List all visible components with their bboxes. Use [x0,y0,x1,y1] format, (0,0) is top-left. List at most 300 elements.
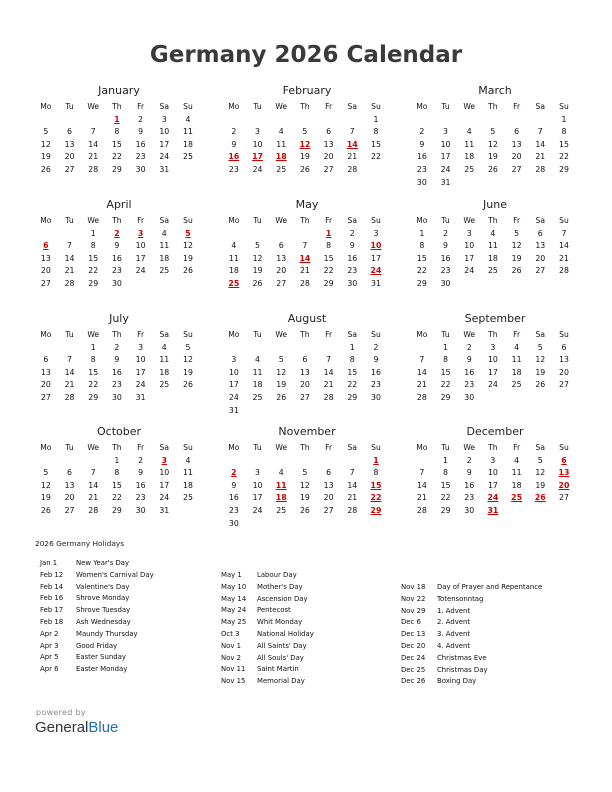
day-cell: 6 [67,468,73,478]
day-cell [528,278,552,291]
week-row [222,455,392,468]
day-cell [410,114,434,127]
day-cell [152,392,176,405]
weekday-label: Th [300,443,310,452]
holiday-list-column-3 [401,582,542,688]
day-cell: 19 [183,253,193,263]
day-cell [58,114,82,127]
month-name: March [478,84,512,97]
day-cell [81,114,105,127]
week-row [410,467,580,480]
day-cell [410,342,434,355]
day-cell: 26 [299,505,310,515]
holiday-day-cell: 26 [534,493,546,503]
week-row [222,164,392,177]
day-cell: 5 [302,127,308,137]
day-cell: 20 [40,380,51,390]
day-cell: 30 [135,164,146,174]
holiday-day-cell: 6 [43,241,49,251]
holiday-name: Easter Sunday [76,653,126,662]
holiday-list-item [401,629,542,641]
week-row [34,467,204,480]
holiday-day-cell: 20 [558,480,570,490]
day-cell: 27 [276,278,287,288]
day-cell: 21 [416,380,427,390]
day-cell: 3 [490,342,496,352]
weekday-label: We [275,102,288,111]
day-cell: 6 [302,355,308,365]
day-cell: 9 [419,139,425,149]
day-cell [129,278,153,291]
day-cell: 25 [276,164,287,174]
day-cell [364,164,388,177]
weekday-header [410,215,580,228]
day-cell: 30 [464,392,475,402]
holiday-day-cell: 11 [275,480,287,490]
day-cell: 12 [40,139,51,149]
day-cell: 28 [64,278,75,288]
week-row [222,492,392,505]
week-row [410,480,580,493]
month-name: July [109,312,129,325]
day-cell: 3 [466,228,472,238]
holiday-day-cell: 3 [161,455,167,465]
holiday-day-cell: 3 [137,228,144,238]
week-row [410,177,580,190]
holiday-day-cell: 31 [487,505,499,515]
month-name: June [483,198,507,211]
day-cell: 9 [373,355,379,365]
day-cell: 9 [231,139,237,149]
holiday-name: New Year's Day [76,559,130,567]
day-cell: 28 [535,164,546,174]
day-cell: 21 [323,380,334,390]
day-cell: 14 [88,480,99,490]
day-cell [317,455,341,468]
day-cell: 26 [40,164,51,174]
day-cell: 18 [511,367,522,377]
day-cell [364,518,388,531]
weekday-label: Th [112,330,122,339]
day-cell: 10 [252,480,263,490]
day-cell: 21 [416,493,427,503]
day-cell: 7 [67,355,73,365]
holiday-list-item [401,617,542,629]
day-cell [528,505,552,518]
week-row [34,240,204,253]
month-january [34,84,204,177]
day-cell: 31 [135,392,146,402]
day-cell [505,114,529,127]
day-cell: 5 [514,228,520,238]
weekday-label: Sa [535,216,546,225]
weekday-label: Su [371,443,381,452]
week-row [34,367,204,380]
day-cell: 7 [349,468,355,478]
day-cell [269,455,293,468]
week-row [34,480,204,493]
day-cell: 3 [255,127,261,137]
weekday-label: Tu [65,443,74,452]
holiday-day-cell: 16 [228,152,240,162]
day-cell: 9 [138,468,144,478]
holiday-name: National Holiday [257,629,314,638]
day-cell: 26 [299,164,310,174]
brand-logo[interactable] [35,719,118,736]
holiday-day-cell: 1 [114,114,120,124]
day-cell: 1 [561,114,567,124]
week-row [410,151,580,164]
day-cell: 4 [185,114,191,124]
weekday-label: Th [488,102,498,111]
day-cell: 28 [347,505,358,515]
day-cell: 23 [416,164,427,174]
day-cell: 5 [43,127,49,137]
day-cell: 20 [299,380,310,390]
day-cell: 28 [347,164,358,174]
day-cell: 26 [183,266,193,276]
day-cell: 10 [135,355,146,365]
week-row [222,354,392,367]
day-cell: 19 [276,380,287,390]
day-cell: 20 [323,152,334,162]
day-cell [457,114,481,127]
day-cell: 23 [464,380,475,390]
weekday-label: Tu [253,102,262,111]
day-cell: 24 [464,266,475,276]
day-cell [269,518,293,531]
weekday-label: Su [371,330,381,339]
week-row [410,139,580,152]
week-row [34,265,204,278]
day-cell: 2 [419,127,425,137]
day-cell: 13 [323,139,334,149]
weekday-label: Tu [441,216,450,225]
day-cell: 11 [183,468,193,478]
day-cell [293,405,317,418]
weekday-label: Sa [535,330,546,339]
day-cell: 5 [185,342,191,352]
holiday-date: Jan 1 [40,559,58,567]
day-cell: 26 [487,164,498,174]
day-cell: 11 [511,355,522,365]
day-cell: 28 [88,164,99,174]
day-cell: 16 [416,152,427,162]
weekday-label: Mo [416,216,428,225]
day-cell: 6 [561,342,567,352]
day-cell: 10 [487,468,498,478]
holiday-date: Feb 14 [40,582,64,591]
brand-name-part2: Blue [88,719,119,736]
holiday-name: 1. Advent [437,606,471,615]
day-cell: 10 [159,468,170,478]
day-cell: 13 [64,139,75,149]
day-cell: 15 [371,139,381,149]
week-row [410,455,580,468]
day-cell: 7 [537,127,543,137]
day-cell: 9 [443,241,449,251]
day-cell: 23 [464,493,475,503]
day-cell: 6 [43,355,49,365]
holiday-name: 2. Advent [437,618,471,627]
week-row [34,126,204,139]
day-cell: 5 [278,355,284,365]
day-cell: 4 [231,241,237,251]
day-cell: 8 [419,241,425,251]
day-cell: 10 [228,367,239,377]
weekday-label: Su [559,102,569,111]
weekday-label: We [87,330,100,339]
holiday-name: Easter Monday [76,665,128,674]
day-cell: 14 [64,253,75,263]
weekday-label: Fr [325,216,333,225]
day-cell [34,342,58,355]
day-cell [246,342,270,355]
holiday-date: Nov 2 [221,653,242,662]
day-cell [505,505,529,518]
weekday-label: Mo [40,102,52,111]
day-cell: 23 [371,380,381,390]
holiday-list-item [221,605,314,617]
day-cell: 17 [487,480,498,490]
day-cell: 16 [228,493,239,503]
day-cell [481,177,505,190]
week-row [34,139,204,152]
day-cell [481,278,505,291]
day-cell: 27 [323,164,334,174]
day-cell: 18 [464,152,475,162]
weekday-header [222,215,392,228]
day-cell: 19 [511,253,522,263]
day-cell: 13 [299,367,310,377]
week-row [34,253,204,266]
holiday-list-item [40,617,154,629]
day-cell: 17 [135,367,146,377]
day-cell: 17 [228,380,239,390]
week-row [222,253,392,266]
day-cell: 19 [487,152,498,162]
day-cell: 29 [111,164,122,174]
day-cell: 28 [323,392,334,402]
day-cell: 14 [88,139,99,149]
day-cell: 25 [159,380,170,390]
day-cell: 18 [183,480,193,490]
weekday-label: Th [112,216,122,225]
holiday-list-item [221,676,314,688]
day-cell: 17 [159,480,170,490]
weekday-label: Fr [513,102,521,111]
weekday-label: Tu [65,102,74,111]
day-cell: 2 [231,127,237,137]
day-cell: 6 [278,241,284,251]
day-cell [340,455,364,468]
day-cell: 27 [64,164,75,174]
day-cell: 1 [443,455,449,465]
week-row [34,164,204,177]
day-cell [505,278,529,291]
day-cell: 11 [183,127,193,137]
day-cell: 8 [561,127,567,137]
holiday-list-item [40,641,154,653]
day-cell: 7 [90,468,96,478]
day-cell: 30 [440,278,451,288]
day-cell: 16 [347,253,358,263]
day-cell [505,177,529,190]
day-cell: 2 [349,228,355,238]
day-cell [552,392,576,405]
weekday-label: We [463,443,476,452]
weekday-label: Su [559,216,569,225]
week-row [222,228,392,241]
weekday-label: Su [559,443,569,452]
holiday-day-cell: 13 [558,468,570,478]
day-cell: 15 [347,367,358,377]
day-cell: 1 [90,228,96,238]
day-cell: 28 [64,392,75,402]
week-row [34,492,204,505]
day-cell: 3 [231,355,237,365]
day-cell: 13 [276,253,287,263]
day-cell: 19 [535,367,546,377]
day-cell: 14 [64,367,75,377]
day-cell [34,114,58,127]
day-cell: 30 [228,518,239,528]
day-cell: 3 [443,127,449,137]
day-cell: 5 [537,455,543,465]
day-cell: 16 [135,139,146,149]
day-cell: 4 [161,342,167,352]
day-cell: 5 [490,127,496,137]
day-cell: 13 [40,367,51,377]
weekday-label: Tu [253,216,262,225]
day-cell: 26 [535,380,546,390]
day-cell: 2 [138,114,144,124]
holiday-name: Totensonntag [437,594,484,603]
holiday-name: Valentine's Day [76,582,130,591]
week-row [222,151,392,164]
day-cell: 31 [440,177,451,187]
day-cell: 3 [373,228,379,238]
day-cell: 17 [135,253,146,263]
week-row [34,455,204,468]
holiday-name: All Souls' Day [257,653,304,662]
day-cell: 15 [559,139,569,149]
day-cell [269,114,293,127]
day-cell: 10 [440,139,451,149]
holiday-date: Nov 1 [221,641,242,650]
day-cell: 16 [111,253,122,263]
weekday-label: Fr [513,216,521,225]
holiday-list-item [401,606,542,618]
weekday-label: We [87,216,100,225]
weekday-label: Sa [347,216,358,225]
day-cell [293,228,317,241]
day-cell: 22 [88,266,99,276]
page-title: Germany 2026 Calendar [149,42,463,68]
holiday-list-item [401,641,542,653]
holiday-list-item [401,665,542,677]
weekday-label: We [87,102,100,111]
holiday-name: Mother's Day [257,582,303,591]
week-row [410,379,580,392]
day-cell [457,278,481,291]
holiday-day-cell: 25 [511,493,523,503]
holiday-list-column-2 [221,570,314,688]
day-cell: 12 [535,355,546,365]
holiday-date: Feb 18 [40,617,64,626]
day-cell: 24 [440,164,451,174]
day-cell: 10 [487,355,498,365]
day-cell: 17 [464,253,475,263]
day-cell [222,228,246,241]
day-cell [317,518,341,531]
day-cell: 8 [443,355,449,365]
holiday-name: Boxing Day [437,677,477,686]
brand-name-part1: General [35,719,89,736]
holiday-name: 4. Advent [437,641,471,650]
weekday-label: Th [300,102,310,111]
day-cell [340,518,364,531]
weekday-label: Fr [513,443,521,452]
weekday-label: Tu [441,102,450,111]
day-cell: 19 [299,493,310,503]
weekday-header [410,329,580,342]
day-cell: 24 [159,152,170,162]
day-cell: 20 [559,367,569,377]
day-cell: 21 [88,493,99,503]
holiday-list-item [40,629,154,641]
day-cell [176,392,200,405]
day-cell: 22 [111,152,122,162]
holiday-name: Good Friday [76,641,118,650]
day-cell: 23 [111,266,122,276]
month-february [222,84,392,177]
day-cell: 3 [138,342,144,352]
day-cell: 5 [43,468,49,478]
holiday-name: Labour Day [257,571,297,579]
day-cell: 6 [326,127,332,137]
month-name: November [278,425,336,438]
powered-by-label: powered by [36,708,86,717]
day-cell: 22 [559,152,569,162]
day-cell: 10 [159,127,170,137]
month-july [34,312,204,405]
day-cell: 22 [111,493,122,503]
day-cell: 15 [440,480,451,490]
day-cell [457,177,481,190]
day-cell: 20 [276,266,287,276]
day-cell: 18 [252,380,263,390]
holiday-list-item [40,582,154,594]
holiday-name: Memorial Day [257,677,305,686]
day-cell: 27 [299,392,310,402]
week-row [410,278,580,291]
day-cell: 26 [276,392,287,402]
holiday-day-cell: 18 [275,493,287,503]
day-cell [58,342,82,355]
day-cell: 31 [159,164,170,174]
day-cell: 22 [371,152,381,162]
day-cell: 25 [183,493,193,503]
day-cell [481,392,505,405]
holiday-date: Apr 2 [40,629,59,638]
day-cell [528,114,552,127]
weekday-label: Mo [40,216,52,225]
month-november [222,425,392,530]
weekday-header [34,329,204,342]
day-cell: 29 [347,392,358,402]
day-cell: 20 [64,152,75,162]
